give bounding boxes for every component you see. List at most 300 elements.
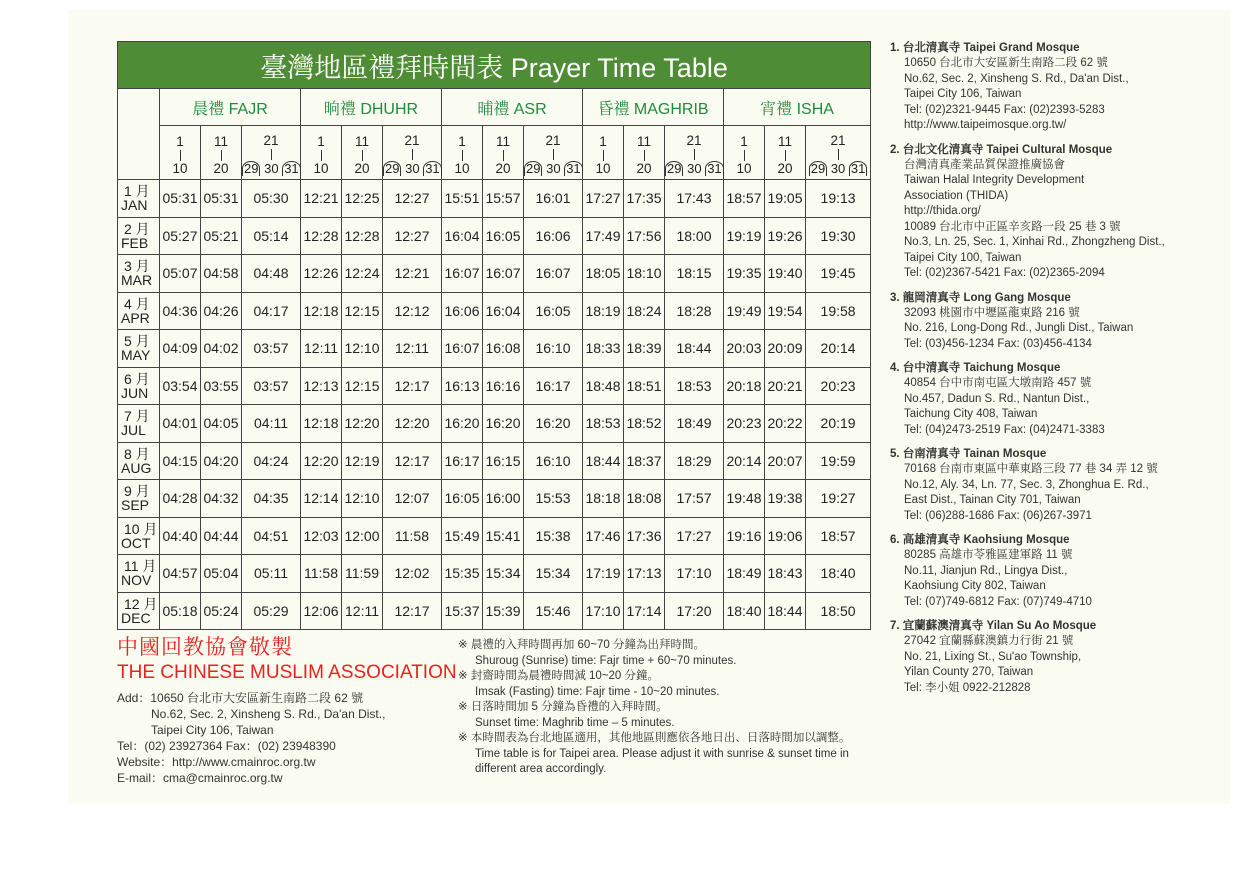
time-cell: 17:10 xyxy=(665,555,724,593)
time-cell: 17:43 xyxy=(665,180,724,218)
org-name-zh: 中國回教協會敬製 xyxy=(117,636,293,659)
time-cell: 12:26 xyxy=(301,255,342,293)
time-cell: 15:41 xyxy=(483,517,524,555)
month-zh: 2 月 xyxy=(124,220,150,237)
time-cell: 12:15 xyxy=(342,367,383,405)
month-cell xyxy=(118,292,160,330)
range-bar xyxy=(412,149,413,160)
prayer-header: 晨禮 FAJR xyxy=(160,89,301,126)
month-en: FEB xyxy=(121,234,149,251)
time-cell: 20:23 xyxy=(806,367,871,405)
day-start: 11 xyxy=(777,134,792,149)
note-zh: ※ 日落時間加 5 分鐘為昏禮的入拜時間。 xyxy=(458,701,668,713)
time-cell: 04:40 xyxy=(160,517,201,555)
time-cell: 05:30 xyxy=(242,180,301,218)
time-cell: 04:02 xyxy=(201,330,242,368)
month-en: APR xyxy=(121,309,150,326)
month-zh: 5 月 xyxy=(124,333,150,350)
time-cell: 18:24 xyxy=(624,292,665,330)
time-cell: 16:05 xyxy=(524,292,583,330)
time-cell: 04:36 xyxy=(160,292,201,330)
range-bar xyxy=(321,150,322,161)
time-cell: 04:35 xyxy=(242,480,301,518)
month-en: JAN xyxy=(121,197,148,214)
mosque-entry xyxy=(890,446,1210,524)
month-zh: 9 月 xyxy=(124,483,150,500)
month-en: MAY xyxy=(121,347,151,364)
time-cell: 17:49 xyxy=(583,217,624,255)
note-en: Imsak (Fasting) time: Fajr time - 10~20 minutes. xyxy=(475,685,720,698)
prayer-header: 宵禮 ISHA xyxy=(724,89,871,126)
time-cell: 18:57 xyxy=(724,180,765,218)
month-zh: 3 月 xyxy=(124,258,150,275)
table-row xyxy=(118,405,871,443)
day-range-1-10 xyxy=(724,126,765,180)
time-cell: 15:35 xyxy=(442,555,483,593)
month-cell xyxy=(118,255,160,293)
time-cell: 12:13 xyxy=(301,367,342,405)
mosque-name: 2. 台北文化清真寺 Taipei Cultural Mosque xyxy=(890,143,1113,156)
time-cell: 18:44 xyxy=(665,330,724,368)
mosque-detail-line: No.11, Jianjun Rd., Lingya Dist., xyxy=(904,564,1068,577)
month-zh: 12 月 xyxy=(124,595,158,612)
table-title: 臺灣地區禮拜時間表 Prayer Time Table xyxy=(118,42,871,89)
time-cell: 05:31 xyxy=(160,180,201,218)
time-cell: 19:48 xyxy=(724,480,765,518)
month-end-days xyxy=(524,161,582,176)
month-end-days xyxy=(665,161,723,176)
time-cell: 18:28 xyxy=(665,292,724,330)
time-cell: 04:48 xyxy=(242,255,301,293)
time-cell: 17:19 xyxy=(583,555,624,593)
time-cell: 18:48 xyxy=(583,367,624,405)
mosque-entry xyxy=(890,532,1210,610)
time-cell: 05:14 xyxy=(242,217,301,255)
time-cell: 18:52 xyxy=(624,405,665,443)
day-end-29: 29 xyxy=(810,161,826,176)
mosque-directory xyxy=(890,40,1210,704)
range-bar xyxy=(838,149,839,160)
mosque-detail-line: No. 216, Long-Dong Rd., Jungli Dist., Taiwan xyxy=(904,322,1134,334)
mosque-detail-line: Yilan County 270, Taiwan xyxy=(904,666,1034,678)
day-end-31: 31 xyxy=(850,161,866,176)
time-cell: 04:11 xyxy=(242,405,301,443)
mosque-detail-line: 台灣清真產業品質保證推廣協會 xyxy=(904,158,1065,171)
time-cell: 19:59 xyxy=(806,442,871,480)
time-cell: 19:40 xyxy=(765,255,806,293)
time-cell: 15:37 xyxy=(442,592,483,630)
time-cell: 18:40 xyxy=(806,555,871,593)
day-end: 20 xyxy=(636,161,652,176)
month-en: NOV xyxy=(121,572,152,589)
time-cell: 17:56 xyxy=(624,217,665,255)
time-cell: 12:28 xyxy=(342,217,383,255)
time-cell: 12:07 xyxy=(383,480,442,518)
mosque-detail-line: 32093 桃園市中壢區龍東路 216 號 xyxy=(904,306,1080,319)
month-end-days xyxy=(242,161,300,176)
mosque-name: 5. 台南清真寺 Tainan Mosque xyxy=(890,448,1047,460)
time-cell: 16:06 xyxy=(442,292,483,330)
month-zh: 7 月 xyxy=(124,408,150,425)
table-row xyxy=(118,480,871,518)
day-end-31: 31 xyxy=(284,161,299,176)
range-bar xyxy=(785,150,786,161)
range-bar xyxy=(362,150,363,161)
time-cell: 15:34 xyxy=(483,555,524,593)
time-cell: 18:10 xyxy=(624,255,665,293)
range-bar xyxy=(271,149,272,160)
day-range-21-end xyxy=(383,126,442,180)
time-cell: 18:53 xyxy=(665,367,724,405)
prayer-time-table xyxy=(117,41,871,630)
day-range-21-end xyxy=(665,126,724,180)
time-cell: 17:36 xyxy=(624,517,665,555)
time-cell: 16:15 xyxy=(483,442,524,480)
day-start: 11 xyxy=(495,134,510,149)
time-cell: 20:14 xyxy=(724,442,765,480)
time-cell: 16:07 xyxy=(442,255,483,293)
month-en: AUG xyxy=(121,459,152,476)
time-cell: 15:34 xyxy=(524,555,583,593)
time-cell: 04:15 xyxy=(160,442,201,480)
time-cell: 19:06 xyxy=(765,517,806,555)
table-row xyxy=(118,330,871,368)
time-cell: 18:05 xyxy=(583,255,624,293)
mosque-detail-line: No.62, Sec. 2, Xinsheng S. Rd., Da'an Dist., xyxy=(904,72,1129,85)
day-end-30: 30 xyxy=(405,161,420,176)
time-cell: 04:05 xyxy=(201,405,242,443)
time-cell: 19:45 xyxy=(806,255,871,293)
time-cell: 03:55 xyxy=(201,367,242,405)
time-cell: 16:10 xyxy=(524,442,583,480)
day-end: 10 xyxy=(736,161,752,176)
time-cell: 16:07 xyxy=(524,255,583,293)
month-zh: 10 月 xyxy=(124,520,158,537)
day-end: 10 xyxy=(313,161,329,176)
day-start: 1 xyxy=(740,134,748,149)
time-cell: 12:25 xyxy=(342,180,383,218)
month-cell xyxy=(118,480,160,518)
organization-block xyxy=(117,635,457,786)
time-cell: 04:51 xyxy=(242,517,301,555)
time-cell: 12:17 xyxy=(383,442,442,480)
org-website: Website：http://www.cmainroc.org.tw xyxy=(117,755,316,769)
mosque-detail-line: Taiwan Halal Integrity Development xyxy=(904,174,1085,186)
time-cell: 15:38 xyxy=(524,517,583,555)
time-cell: 19:54 xyxy=(765,292,806,330)
time-cell: 04:17 xyxy=(242,292,301,330)
month-zh: 8 月 xyxy=(124,445,150,462)
mosque-detail-line: Taipei City 100, Taiwan xyxy=(904,251,1022,264)
mosque-detail-line: 70168 台南市東區中華東路三段 77 巷 34 弄 12 號 xyxy=(904,463,1158,475)
time-cell: 12:27 xyxy=(383,180,442,218)
time-cell: 17:20 xyxy=(665,592,724,630)
time-cell: 12:20 xyxy=(342,405,383,443)
time-cell: 16:00 xyxy=(483,480,524,518)
time-cell: 18:53 xyxy=(583,405,624,443)
time-cell: 11:58 xyxy=(301,555,342,593)
time-cell: 12:12 xyxy=(383,292,442,330)
time-cell: 15:53 xyxy=(524,480,583,518)
time-cell: 20:21 xyxy=(765,367,806,405)
time-cell: 05:18 xyxy=(160,592,201,630)
time-cell: 12:27 xyxy=(383,217,442,255)
mosque-detail-line: Taichung City 408, Taiwan xyxy=(904,408,1038,420)
month-zh: 1 月 xyxy=(124,183,150,200)
time-cell: 19:26 xyxy=(765,217,806,255)
day-range-21-end xyxy=(524,126,583,180)
mosque-entry xyxy=(890,360,1210,438)
month-cell xyxy=(118,405,160,443)
time-cell: 19:49 xyxy=(724,292,765,330)
time-cell: 19:16 xyxy=(724,517,765,555)
time-cell: 19:58 xyxy=(806,292,871,330)
note-item xyxy=(458,638,878,669)
day-end-31: 31 xyxy=(425,161,440,176)
mosque-name: 1. 台北清真寺 Taipei Grand Mosque xyxy=(890,42,1080,54)
mosque-detail-line: Tel: (02)2367-5421 Fax: (02)2365-2094 xyxy=(904,267,1105,279)
time-cell: 11:58 xyxy=(383,517,442,555)
range-bar xyxy=(221,150,222,161)
month-end-days xyxy=(806,161,870,176)
month-cell xyxy=(118,517,160,555)
time-cell: 16:04 xyxy=(483,292,524,330)
time-cell: 18:37 xyxy=(624,442,665,480)
org-tel-fax: Tel：(02) 23927364 Fax：(02) 23948390 xyxy=(117,739,336,753)
time-cell: 12:18 xyxy=(301,405,342,443)
time-cell: 15:39 xyxy=(483,592,524,630)
time-cell: 18:08 xyxy=(624,480,665,518)
time-cell: 19:13 xyxy=(806,180,871,218)
time-cell: 17:10 xyxy=(583,592,624,630)
month-zh: 4 月 xyxy=(124,295,150,312)
range-bar xyxy=(180,150,181,161)
time-cell: 03:57 xyxy=(242,367,301,405)
month-end-days xyxy=(383,161,441,176)
time-cell: 16:04 xyxy=(442,217,483,255)
time-cell: 20:19 xyxy=(806,405,871,443)
month-cell xyxy=(118,217,160,255)
time-cell: 19:19 xyxy=(724,217,765,255)
month-zh: 11 月 xyxy=(124,558,157,575)
mosque-detail-line: Tel: 李小姐 0922-212828 xyxy=(904,681,1031,694)
range-bar xyxy=(694,149,695,160)
time-cell: 16:20 xyxy=(442,405,483,443)
time-cell: 17:14 xyxy=(624,592,665,630)
time-cell: 04:32 xyxy=(201,480,242,518)
time-cell: 15:49 xyxy=(442,517,483,555)
mosque-entry xyxy=(890,40,1210,134)
day-end-30: 30 xyxy=(546,161,561,176)
time-cell: 05:29 xyxy=(242,592,301,630)
time-cell: 12:17 xyxy=(383,367,442,405)
range-bar xyxy=(553,149,554,160)
mosque-detail-line: 40854 台中市南屯區大墩南路 457 號 xyxy=(904,377,1092,389)
mosque-detail-line: 27042 宜蘭縣蘇澳鎮力行街 21 號 xyxy=(904,635,1074,647)
range-bar xyxy=(503,150,504,161)
time-cell: 12:11 xyxy=(342,592,383,630)
time-cell: 16:06 xyxy=(524,217,583,255)
org-email: E-mail：cma@cmainroc.org.tw xyxy=(117,771,283,785)
mosque-detail-line: Kaohsiung City 802, Taiwan xyxy=(904,580,1046,592)
month-en: MAR xyxy=(121,272,153,289)
day-end-30: 30 xyxy=(687,161,702,176)
mosque-detail-line: Taipei City 106, Taiwan xyxy=(904,88,1022,100)
mosque-detail-line: http://thida.org/ xyxy=(904,205,981,217)
day-start: 21 xyxy=(686,133,702,148)
day-end-30: 30 xyxy=(264,161,279,176)
time-cell: 12:00 xyxy=(342,517,383,555)
month-cell xyxy=(118,180,160,218)
day-range-1-10 xyxy=(583,126,624,180)
time-cell: 12:11 xyxy=(383,330,442,368)
time-cell: 20:23 xyxy=(724,405,765,443)
time-cell: 16:07 xyxy=(442,330,483,368)
time-cell: 05:11 xyxy=(242,555,301,593)
mosque-name: 3. 龍岡清真寺 Long Gang Mosque xyxy=(890,291,1071,304)
time-cell: 17:35 xyxy=(624,180,665,218)
time-cell: 18:19 xyxy=(583,292,624,330)
day-range-1-10 xyxy=(160,126,201,180)
org-address-line-3: Taipei City 106, Taiwan xyxy=(151,723,274,737)
mosque-detail-line: 10089 台北市中正區辛亥路一段 25 巷 3 號 xyxy=(904,220,1121,233)
time-cell: 18:44 xyxy=(583,442,624,480)
day-end-31: 31 xyxy=(707,161,722,176)
time-cell: 16:13 xyxy=(442,367,483,405)
day-end: 10 xyxy=(172,161,188,176)
time-cell: 04:44 xyxy=(201,517,242,555)
day-range-1-10 xyxy=(442,126,483,180)
prayer-header: 晡禮 ASR xyxy=(442,89,583,126)
month-cell xyxy=(118,555,160,593)
day-range-11-20 xyxy=(765,126,806,180)
day-range-21-end xyxy=(242,126,301,180)
time-cell: 05:21 xyxy=(201,217,242,255)
time-cell: 12:28 xyxy=(301,217,342,255)
time-cell: 12:02 xyxy=(383,555,442,593)
day-end-29: 29 xyxy=(244,161,259,176)
time-cell: 12:20 xyxy=(383,405,442,443)
day-end-31: 31 xyxy=(566,161,581,176)
month-zh: 6 月 xyxy=(124,370,150,387)
time-cell: 20:07 xyxy=(765,442,806,480)
day-end: 20 xyxy=(495,161,511,176)
time-cell: 18:43 xyxy=(765,555,806,593)
note-en: Shuroug (Sunrise) time: Fajr time + 60~70 minutes. xyxy=(475,654,737,667)
time-cell: 18:15 xyxy=(665,255,724,293)
mosque-detail-line: Tel: (02)2321-9445 Fax: (02)2393-5283 xyxy=(904,103,1105,116)
time-cell: 12:06 xyxy=(301,592,342,630)
time-cell: 17:57 xyxy=(665,480,724,518)
time-cell: 20:09 xyxy=(765,330,806,368)
range-bar xyxy=(744,150,745,161)
time-cell: 19:05 xyxy=(765,180,806,218)
time-cell: 04:26 xyxy=(201,292,242,330)
month-cell xyxy=(118,367,160,405)
time-cell: 18:49 xyxy=(665,405,724,443)
day-start: 21 xyxy=(404,133,420,148)
notes-block xyxy=(458,638,878,778)
time-cell: 16:05 xyxy=(442,480,483,518)
time-cell: 16:16 xyxy=(483,367,524,405)
time-cell: 05:07 xyxy=(160,255,201,293)
mosque-detail-line: Tel: (07)749-6812 Fax: (07)749-4710 xyxy=(904,595,1092,608)
time-cell: 18:50 xyxy=(806,592,871,630)
table-row xyxy=(118,217,871,255)
time-cell: 19:27 xyxy=(806,480,871,518)
time-cell: 04:58 xyxy=(201,255,242,293)
time-cell: 04:01 xyxy=(160,405,201,443)
time-cell: 16:08 xyxy=(483,330,524,368)
month-en: JUN xyxy=(121,384,149,401)
mosque-detail-line: 10650 台北市大安區新生南路二段 62 號 xyxy=(904,57,1108,69)
time-cell: 17:27 xyxy=(665,517,724,555)
day-start: 11 xyxy=(213,134,228,149)
day-end: 10 xyxy=(454,161,470,176)
org-address-line-2: No.62, Sec. 2, Xinsheng S. Rd., Da'an Dist., xyxy=(151,707,386,721)
day-start: 11 xyxy=(636,134,651,149)
time-cell: 16:10 xyxy=(524,330,583,368)
time-cell: 12:21 xyxy=(383,255,442,293)
time-cell: 20:18 xyxy=(724,367,765,405)
month-cell xyxy=(118,330,160,368)
month-en: SEP xyxy=(121,497,150,514)
table-row xyxy=(118,180,871,218)
time-cell: 04:57 xyxy=(160,555,201,593)
day-range-11-20 xyxy=(483,126,524,180)
time-cell: 18:40 xyxy=(724,592,765,630)
table-row xyxy=(118,367,871,405)
time-cell: 03:54 xyxy=(160,367,201,405)
time-cell: 05:31 xyxy=(201,180,242,218)
time-cell: 12:18 xyxy=(301,292,342,330)
mosque-detail-line: No.3, Ln. 25, Sec. 1, Xinhai Rd., Zhongzheng Dist., xyxy=(904,236,1165,248)
day-end-29: 29 xyxy=(667,161,682,176)
time-cell: 17:13 xyxy=(624,555,665,593)
time-cell: 16:05 xyxy=(483,217,524,255)
time-cell: 19:35 xyxy=(724,255,765,293)
note-zh: ※ 晨禮的入拜時間再加 60~70 分鐘為出拜時間。 xyxy=(458,639,706,651)
mosque-entry xyxy=(890,290,1210,353)
note-item xyxy=(458,700,878,731)
mosque-detail-line: East Dist., Tainan City 701, Taiwan xyxy=(904,494,1081,506)
mosque-detail-line: No.457, Dadun S. Rd., Nantun Dist., xyxy=(904,392,1090,405)
month-en: DEC xyxy=(121,609,151,626)
time-cell: 12:11 xyxy=(301,330,342,368)
range-bar xyxy=(462,150,463,161)
time-cell: 12:10 xyxy=(342,480,383,518)
time-cell: 05:24 xyxy=(201,592,242,630)
month-cell xyxy=(118,592,160,630)
time-cell: 18:29 xyxy=(665,442,724,480)
note-en: Time table is for Taipei area. Please adjust it with sunrise & sunset time in different area accordingly. xyxy=(475,747,849,775)
day-range-11-20 xyxy=(342,126,383,180)
time-cell: 18:00 xyxy=(665,217,724,255)
month-en: OCT xyxy=(121,534,151,551)
time-cell: 12:24 xyxy=(342,255,383,293)
note-zh: ※ 本時間表為台北地區適用，其他地區則應依各地日出、日落時間加以調整。 xyxy=(458,732,851,744)
mosque-detail-line: No.12, Aly. 34, Ln. 77, Sec. 3, Zhonghua E. Rd., xyxy=(904,478,1149,491)
time-cell: 12:10 xyxy=(342,330,383,368)
day-range-11-20 xyxy=(624,126,665,180)
day-start: 21 xyxy=(830,133,846,148)
time-cell: 16:17 xyxy=(524,367,583,405)
table-row xyxy=(118,592,871,630)
time-cell: 04:20 xyxy=(201,442,242,480)
table-row xyxy=(118,517,871,555)
day-start: 21 xyxy=(545,133,561,148)
mosque-detail-line: No. 21, Lixing St., Su'ao Township, xyxy=(904,650,1082,663)
